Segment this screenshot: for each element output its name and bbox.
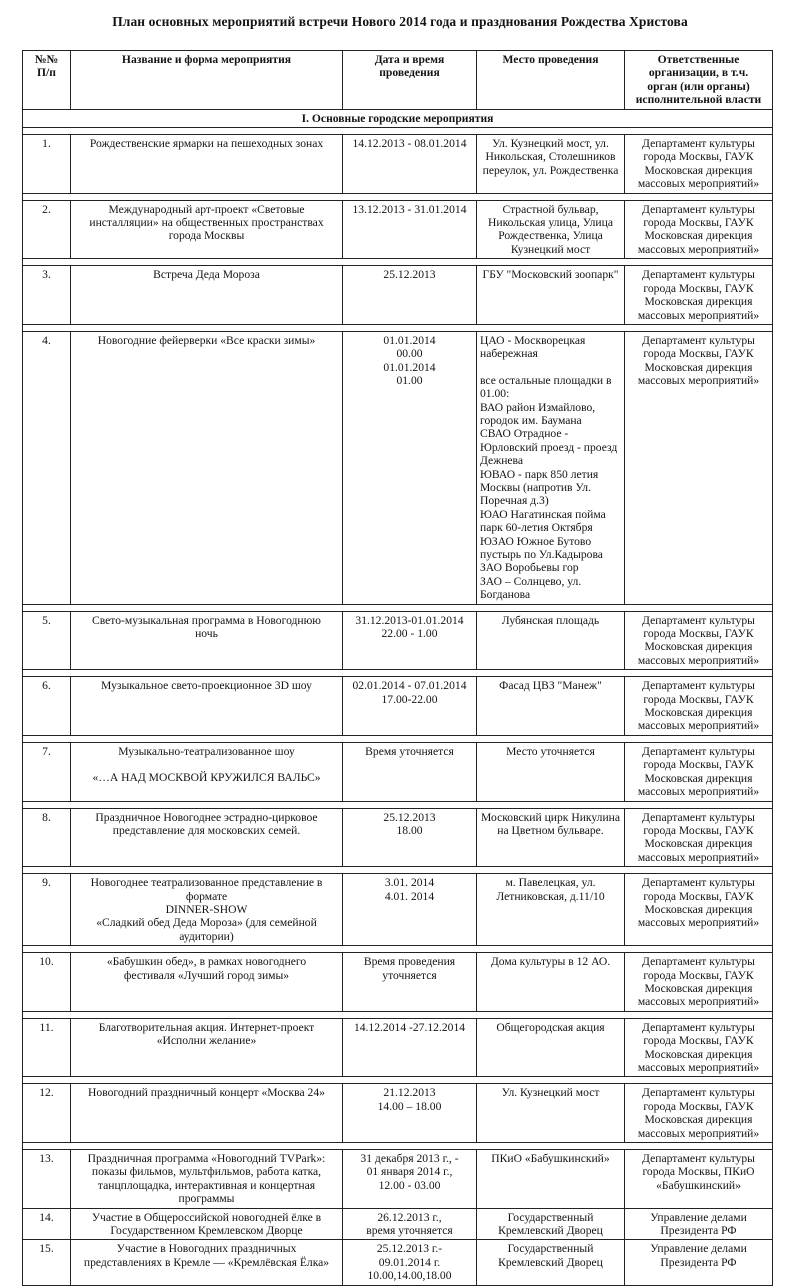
cell-line: м. Павелецкая, ул. <box>505 876 596 890</box>
row-number: 6. <box>23 677 71 736</box>
cell-line: Москвы (напротив Ул. <box>480 480 591 494</box>
cell-line: 3.01. 2014 <box>384 876 435 890</box>
cell-line: Департамент культуры <box>642 333 755 347</box>
cell-line: ночь <box>195 627 218 641</box>
cell-line: города Москвы, ГАУК <box>643 150 754 164</box>
event-name <box>71 1240 343 1285</box>
cell-line: 01 января 2014 г., <box>366 1165 453 1179</box>
cell-line: Богданова <box>480 588 531 602</box>
cell-line: 25.12.2013 <box>383 268 436 282</box>
cell-line: 14.12.2014 -27.12.2014 <box>353 1020 466 1034</box>
cell-line: Фасад ЦВЗ "Манеж" <box>499 679 602 693</box>
cell-line: Департамент культуры <box>642 1152 755 1166</box>
table-row <box>23 331 773 604</box>
cell-line: Московская дирекция <box>644 771 753 785</box>
cell-line: Департамент культуры <box>642 268 755 282</box>
cell-line: Международный арт-проект «Световые <box>108 202 305 216</box>
cell-line: 02.01.2014 - 07.01.2014 <box>352 679 467 693</box>
event-name <box>71 1084 343 1143</box>
row-number: 13. <box>23 1150 71 1209</box>
cell-line: уточняется <box>382 968 437 982</box>
cell-line: Московский цирк Никулина <box>481 810 620 824</box>
responsible-org <box>625 742 773 801</box>
cell-line: Музыкально-театрализованное шоу <box>118 744 295 758</box>
cell-line: ЗАО – Солнцево, ул. <box>480 574 582 588</box>
cell-line: Департамент культуры <box>642 876 755 890</box>
cell-line: Московская дирекция <box>644 163 753 177</box>
header-org <box>625 51 773 110</box>
cell-line: 4.01. 2014 <box>384 889 435 903</box>
cell-line: Дома культуры в 12 АО. <box>490 955 611 969</box>
cell-line: «Исполни желание» <box>156 1034 257 1048</box>
header-name <box>71 51 343 110</box>
cell-line: города Москвы <box>168 229 245 243</box>
cell-line: 31 декабря 2013 г., - <box>360 1152 459 1166</box>
cell-line: ПКиО «Бабушкинский» <box>491 1152 610 1166</box>
event-name <box>71 742 343 801</box>
cell-line: города Москвы, ГАУК <box>643 889 754 903</box>
cell-line: 31.12.2013-01.01.2014 <box>355 613 464 627</box>
row-number: 5. <box>23 611 71 670</box>
cell-line: Дежнева <box>480 454 524 468</box>
cell-line: 01.01.2014 <box>383 360 436 374</box>
row-gap <box>23 1143 773 1150</box>
cell-line: Департамент культуры <box>642 679 755 693</box>
event-place <box>477 266 625 325</box>
cell-line: массовых мероприятий» <box>637 242 760 256</box>
cell-line: 14.12.2013 - 08.01.2014 <box>352 137 467 151</box>
row-gap <box>23 604 773 611</box>
cell-line: Кремлевский Дворец <box>498 1224 603 1238</box>
event-name <box>71 135 343 194</box>
cell-line: DINNER-SHOW <box>165 902 248 916</box>
responsible-org <box>625 611 773 670</box>
table-row <box>23 677 773 736</box>
event-place <box>477 331 625 604</box>
cell-line: массовых мероприятий» <box>637 850 760 864</box>
row-gap <box>23 259 773 266</box>
responsible-org <box>625 331 773 604</box>
event-date <box>343 200 477 259</box>
table-row <box>23 953 773 1012</box>
cell-line: ЮЗАО Южное Бутово <box>480 534 592 548</box>
table-row <box>23 742 773 801</box>
responsible-org <box>625 200 773 259</box>
row-gap <box>23 801 773 808</box>
cell-line: Департамент культуры <box>642 810 755 824</box>
cell-line: массовых мероприятий» <box>637 308 760 322</box>
cell-line: массовых мероприятий» <box>637 1061 760 1074</box>
cell-line: 26.12.2013 г., <box>377 1210 442 1224</box>
cell-line: 25.12.2013 <box>383 810 436 824</box>
cell-line: Дата и время <box>374 53 445 66</box>
cell-line: 25.12.2013 г.- <box>376 1242 443 1256</box>
cell-line <box>74 758 339 771</box>
row-number: 15. <box>23 1240 71 1285</box>
cell-line: Название и форма мероприятия <box>121 53 292 66</box>
cell-line: Президента РФ <box>660 1224 737 1238</box>
cell-line: Департамент культуры <box>642 1020 755 1034</box>
cell-line: ЮВАО - парк 850 летия <box>480 467 599 481</box>
event-place <box>477 1208 625 1240</box>
event-date <box>343 742 477 801</box>
cell-line: города Москвы, ГАУК <box>643 1099 754 1113</box>
row-number: 3. <box>23 266 71 325</box>
row-gap <box>23 1011 773 1018</box>
event-name <box>71 1208 343 1240</box>
responsible-org <box>625 1208 773 1240</box>
cell-line: представление для московских семей. <box>112 823 301 837</box>
cell-line: города Москвы, ГАУК <box>643 758 754 772</box>
cell-line: «Сладкий обед Деда Мороза» (для семейной <box>96 916 317 930</box>
cell-line: города Москвы, ГАУК <box>643 216 754 230</box>
cell-line: Время проведения <box>363 955 456 969</box>
event-date <box>343 677 477 736</box>
cell-line: Новогодние фейерверки «Все краски зимы» <box>97 333 316 347</box>
event-place <box>477 1084 625 1143</box>
cell-line: Место проведения <box>502 53 599 66</box>
table-row <box>23 1084 773 1143</box>
cell-line: Встреча Деда Мороза <box>153 268 260 282</box>
row-number: 14. <box>23 1208 71 1240</box>
cell-line: Президента РФ <box>660 1255 737 1269</box>
cell-line: Участие в Общероссийской новогодней ёлке в <box>91 1210 322 1224</box>
header-date <box>343 51 477 110</box>
cell-line: Департамент культуры <box>642 744 755 758</box>
row-number: 2. <box>23 200 71 259</box>
table-row <box>23 1240 773 1285</box>
cell-line: СВАО Отрадное - <box>480 427 569 441</box>
event-place <box>477 1240 625 1285</box>
cell-line: города Москвы, ГАУК <box>643 968 754 982</box>
event-place <box>477 953 625 1012</box>
cell-line: набережная <box>480 347 538 361</box>
cell-line: 21.12.2013 <box>383 1086 436 1100</box>
cell-line: Департамент культуры <box>642 137 755 151</box>
cell-line: Московская дирекция <box>644 981 753 995</box>
cell-line: Московская дирекция <box>644 706 753 720</box>
row-number: 9. <box>23 874 71 946</box>
cell-line: ЮАО Нагатинская пойма <box>480 507 606 521</box>
table-row <box>23 200 773 259</box>
cell-line: города Москвы, ГАУК <box>643 347 754 361</box>
cell-line: Праздничное Новогоднее эстрадно-цирковое <box>95 810 318 824</box>
cell-line: организации, в т.ч. <box>648 66 749 80</box>
cell-line: Кузнецкий мост <box>510 242 591 256</box>
event-place <box>477 135 625 194</box>
row-gap <box>23 946 773 953</box>
cell-line: Московская дирекция <box>644 1113 753 1127</box>
row-gap <box>23 1077 773 1084</box>
cell-line: показы фильмов, мультфильмов, работа катка, <box>91 1165 322 1179</box>
responsible-org <box>625 135 773 194</box>
event-name <box>71 808 343 867</box>
cell-line: 01.00 <box>396 374 423 388</box>
event-date <box>343 331 477 604</box>
cell-line: Страстной бульвар, <box>502 202 599 216</box>
cell-line: представлениях в Кремле — «Кремлёвская Ёлка» <box>83 1255 330 1269</box>
cell-line: Лубянская площадь <box>501 613 600 627</box>
cell-line: 13.12.2013 - 31.01.2014 <box>352 202 467 216</box>
event-name <box>71 677 343 736</box>
event-name <box>71 200 343 259</box>
cell-line: ЦАО - Москворецкая <box>480 333 586 347</box>
cell-line: Рождественка, Улица <box>498 229 603 243</box>
cell-line: 09.01.2014 г. <box>378 1255 441 1269</box>
cell-line: «Бабушкинский» <box>656 1178 741 1192</box>
header-row <box>23 51 773 110</box>
row-number: 4. <box>23 331 71 604</box>
cell-line: Ответственные <box>657 53 740 66</box>
section-row <box>23 109 773 127</box>
cell-line: фестиваля «Лучший город зимы» <box>123 968 290 982</box>
event-date <box>343 611 477 670</box>
table-row <box>23 611 773 670</box>
cell-line: Рождественские ярмарки на пешеходных зонах <box>89 137 324 151</box>
cell-line: Государственный <box>507 1242 594 1256</box>
row-gap <box>23 670 773 677</box>
responsible-org <box>625 874 773 946</box>
event-place <box>477 742 625 801</box>
header-place <box>477 51 625 110</box>
cell-line: Департамент культуры <box>642 955 755 969</box>
table-row <box>23 266 773 325</box>
cell-line: Юрловский проезд - проезд <box>480 440 618 454</box>
cell-line: Ул. Кузнецкий мост <box>501 1086 600 1100</box>
cell-line: Департамент культуры <box>642 613 755 627</box>
cell-line: программы <box>178 1192 235 1206</box>
cell-line: Общегородская акция <box>496 1020 605 1034</box>
header-num <box>23 51 71 110</box>
responsible-org <box>625 1018 773 1077</box>
cell-line: П/п <box>37 66 56 80</box>
cell-line: Управление делами <box>650 1242 747 1256</box>
row-number: 10. <box>23 953 71 1012</box>
cell-line: Московская дирекция <box>644 295 753 309</box>
cell-line: переулок, ул. Рождественка <box>482 163 619 177</box>
responsible-org <box>625 953 773 1012</box>
event-date <box>343 1240 477 1285</box>
cell-line: Поречная д.3) <box>480 494 549 508</box>
cell-line: Летниковская, д.11/10 <box>496 889 605 903</box>
cell-line: ГБУ "Московский зоопарк" <box>482 268 619 282</box>
cell-line: Никольская, Столешников <box>485 150 616 164</box>
cell-line: исполнительной власти <box>635 93 762 107</box>
cell-line: Новогодний праздничный концерт «Москва 24» <box>88 1086 325 1100</box>
table-row <box>23 874 773 946</box>
row-number: 11. <box>23 1018 71 1077</box>
responsible-org <box>625 808 773 867</box>
cell-line: Московская дирекция <box>644 837 753 851</box>
row-gap <box>23 735 773 742</box>
event-date <box>343 874 477 946</box>
section-gap <box>23 128 773 135</box>
row-number: 7. <box>23 742 71 801</box>
cell-line: 01.00: <box>480 387 510 401</box>
cell-line: №№ <box>34 53 59 66</box>
cell-line: массовых мероприятий» <box>637 916 760 930</box>
cell-line: проведения <box>379 66 440 80</box>
event-place <box>477 1150 625 1209</box>
cell-line: Государственный <box>507 1210 594 1224</box>
event-name <box>71 611 343 670</box>
cell-line: массовых мероприятий» <box>637 177 760 191</box>
section-title: I. Основные городские мероприятия <box>23 109 773 127</box>
cell-line: Ул. Кузнецкий мост, ул. <box>492 137 609 151</box>
cell-line: «Бабушкин обед», в рамках новогоднего <box>106 955 307 969</box>
cell-line: Музыкальное свето-проекционное 3D шоу <box>101 679 312 693</box>
cell-line: орган (или органы) <box>647 79 750 93</box>
cell-line: Праздничная программа «Новогодний TVPark»: <box>87 1152 326 1166</box>
cell-line: аудитории) <box>179 929 234 943</box>
cell-line: Московская дирекция <box>644 902 753 916</box>
cell-line: ВАО район Измайлово, <box>480 400 596 414</box>
cell-line: пустырь по Ул.Кадырова <box>480 548 603 561</box>
row-number: 1. <box>23 135 71 194</box>
event-date <box>343 135 477 194</box>
cell-line: массовых мероприятий» <box>637 995 760 1009</box>
cell-line: инсталляции» на общественных пространствах <box>89 216 324 230</box>
event-place <box>477 808 625 867</box>
event-date <box>343 1208 477 1240</box>
event-place <box>477 677 625 736</box>
event-date <box>343 808 477 867</box>
row-gap <box>23 324 773 331</box>
event-place <box>477 1018 625 1077</box>
cell-line: города Москвы, ГАУК <box>643 627 754 641</box>
table-row <box>23 808 773 867</box>
table-row <box>23 1150 773 1209</box>
responsible-org <box>625 677 773 736</box>
cell-line: 17.00-22.00 <box>381 692 438 706</box>
cell-line: на Цветном бульваре. <box>497 823 604 837</box>
responsible-org <box>625 1150 773 1209</box>
cell-line: Свето-музыкальная программа в Новогоднюю <box>92 613 321 627</box>
cell-line: города Москвы, ПКиО <box>642 1165 755 1179</box>
row-number: 8. <box>23 808 71 867</box>
cell-line: массовых мероприятий» <box>637 785 760 799</box>
event-name <box>71 331 343 604</box>
cell-line: Время уточняется <box>365 744 454 758</box>
events-table <box>22 50 773 1286</box>
cell-line: Департамент культуры <box>642 202 755 216</box>
event-name <box>71 266 343 325</box>
cell-line: массовых мероприятий» <box>637 374 760 388</box>
cell-line: массовых мероприятий» <box>637 719 760 733</box>
cell-line: Государственном Кремлевском Дворце <box>110 1224 303 1238</box>
cell-line: массовых мероприятий» <box>637 653 760 667</box>
event-name <box>71 1150 343 1209</box>
cell-line: Участие в Новогодних праздничных <box>116 1242 297 1256</box>
cell-line: 18.00 <box>396 823 423 837</box>
cell-line: Никольская улица, Улица <box>488 216 613 230</box>
cell-line: Московская дирекция <box>644 360 753 374</box>
cell-line: 22.00 - 1.00 <box>381 627 438 641</box>
row-gap <box>23 193 773 200</box>
cell-line: время уточняется <box>366 1224 453 1238</box>
event-date <box>343 1084 477 1143</box>
event-place <box>477 200 625 259</box>
cell-line: 14.00 – 18.00 <box>377 1099 442 1113</box>
cell-line: ЗАО Воробьевы гор <box>480 561 579 575</box>
cell-line: города Москвы, ГАУК <box>643 281 754 295</box>
table-row <box>23 1208 773 1240</box>
cell-line: формате <box>185 889 228 903</box>
event-date <box>343 1018 477 1077</box>
responsible-org <box>625 1240 773 1285</box>
cell-line: города Москвы, ГАУК <box>643 692 754 706</box>
cell-line: 12.00 - 03.00 <box>378 1178 441 1192</box>
table-row <box>23 135 773 194</box>
event-place <box>477 611 625 670</box>
table-row <box>23 1018 773 1077</box>
row-number: 12. <box>23 1084 71 1143</box>
event-name <box>71 953 343 1012</box>
event-date <box>343 1150 477 1209</box>
cell-line: городок им. Баумана <box>480 413 582 427</box>
row-gap <box>23 867 773 874</box>
cell-line: Новогоднее театрализованное представление в <box>90 876 323 890</box>
cell-line: Департамент культуры <box>642 1086 755 1100</box>
cell-line: города Москвы, ГАУК <box>643 823 754 837</box>
cell-line: города Москвы, ГАУК <box>643 1034 754 1048</box>
document-title: План основных мероприятий встречи Нового 2014 года и празднования Рождества Христова <box>112 14 688 29</box>
event-date <box>343 953 477 1012</box>
responsible-org <box>625 1084 773 1143</box>
cell-line: Московская дирекция <box>644 640 753 654</box>
cell-line: танцплощадка, интерактивная и концертная <box>97 1178 316 1192</box>
event-place <box>477 874 625 946</box>
cell-line: Кремлевский Дворец <box>498 1255 603 1269</box>
cell-line <box>480 361 621 374</box>
event-name <box>71 1018 343 1077</box>
cell-line: все остальные площадки в <box>480 373 612 387</box>
cell-line: массовых мероприятий» <box>637 1126 760 1140</box>
responsible-org <box>625 266 773 325</box>
cell-line: «…А НАД МОСКВОЙ КРУЖИЛСЯ ВАЛЬС» <box>92 771 321 785</box>
cell-line: 01.01.2014 <box>383 333 436 347</box>
cell-line: Управление делами <box>650 1210 747 1224</box>
cell-line: Московская дирекция <box>644 1047 753 1061</box>
event-name <box>71 874 343 946</box>
cell-line: парк 60-летия Октября <box>480 521 593 535</box>
cell-line: Московская дирекция <box>644 229 753 243</box>
cell-line: Место уточняется <box>506 744 595 758</box>
cell-line: Благотворительная акция. Интернет-проект <box>98 1020 315 1034</box>
event-date <box>343 266 477 325</box>
cell-line: 10.00,14.00,18.00 <box>367 1269 452 1283</box>
cell-line: 00.00 <box>396 347 423 361</box>
